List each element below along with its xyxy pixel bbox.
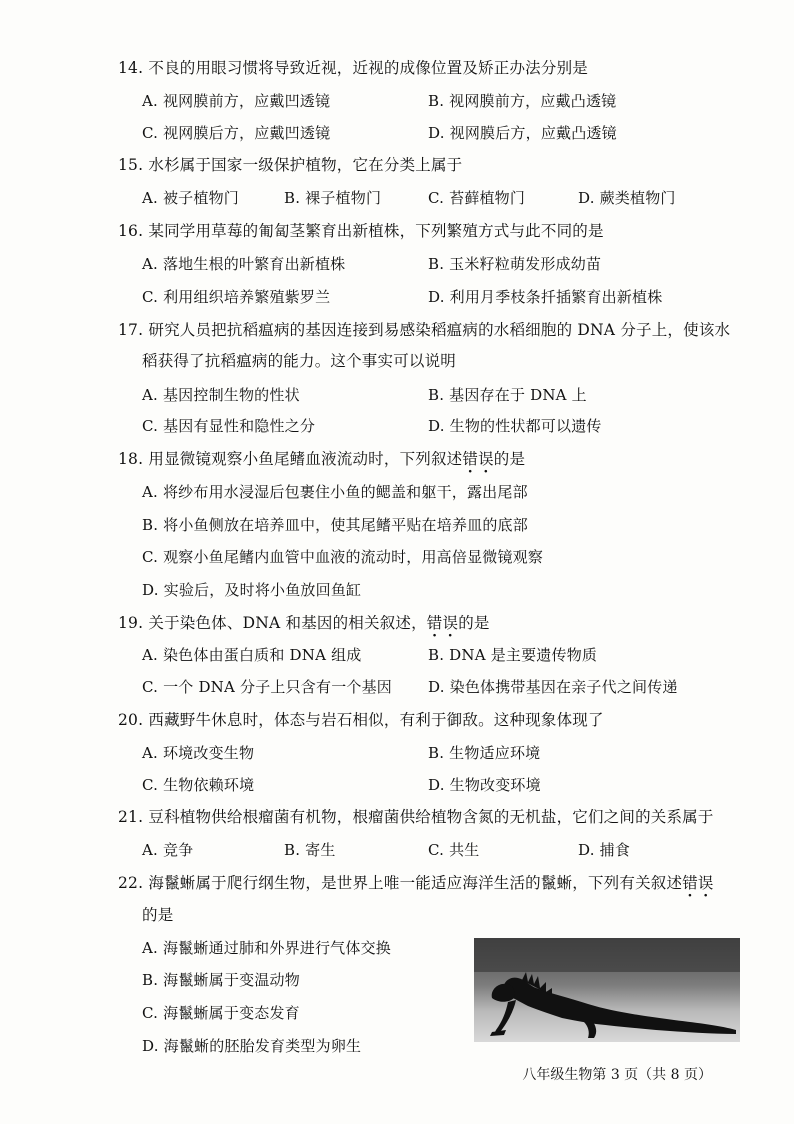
question-22-stem (118, 873, 714, 893)
question-16-stem: 16. 某同学用草莓的匍匐茎繁育出新植株，下列繁殖方式与此不同的是 (118, 222, 604, 240)
q22-option-c: C. 海鬣蜥属于变态发育 (142, 1004, 300, 1022)
q18-option-a: A. 将纱布用水浸湿后包裹住小鱼的鳃盖和躯干，露出尾部 (142, 483, 528, 501)
q22-option-d: D. 海鬣蜥的胚胎发育类型为卵生 (142, 1037, 362, 1055)
q20-option-a: A. 环境改变生物 (142, 744, 255, 762)
q20-option-c: C. 生物依赖环境 (142, 776, 255, 794)
q15-option-c: C. 苔藓植物门 (428, 189, 526, 207)
q19-stem-pre: 19. 关于染色体、DNA 和基因的相关叙述， (118, 614, 427, 632)
q17-option-a: A. 基因控制生物的性状 (142, 386, 300, 404)
q15-option-b: B. 裸子植物门 (284, 189, 382, 207)
q16-option-d: D. 利用月季枝条扦插繁育出新植株 (428, 288, 663, 306)
q18-stem-post: 的是 (493, 450, 526, 468)
question-19-stem (118, 613, 490, 633)
q18-option-c: C. 观察小鱼尾鳍内血管中血液的流动时，用高倍显微镜观察 (142, 548, 544, 566)
q15-option-d: D. 蕨类植物门 (578, 189, 676, 207)
q21-option-a: A. 竞争 (142, 841, 194, 859)
emphasis-char: 误 (697, 874, 714, 892)
question-14-stem: 14. 不良的用眼习惯将导致近视，近视的成像位置及矫正办法分别是 (118, 59, 588, 77)
marine-iguana-photo (474, 938, 740, 1042)
q19-option-d: D. 染色体携带基因在亲子代之间传递 (428, 678, 678, 696)
q17-option-c: C. 基因有显性和隐性之分 (142, 417, 316, 435)
question-18-stem (118, 449, 525, 469)
emphasis-char: 错 (426, 614, 443, 632)
page-footer: 八年级生物第 3 页（共 8 页） (522, 1067, 712, 1083)
emphasis-char: 错 (682, 874, 698, 892)
q19-option-c: C. 一个 DNA 分子上只含有一个基因 (142, 678, 392, 696)
q16-option-c: C. 利用组织培养繁殖紫罗兰 (142, 288, 331, 306)
question-21-stem: 21. 豆科植物供给根瘤菌有机物，根瘤菌供给植物含氮的无机盐，它们之间的关系属于 (118, 808, 714, 826)
q16-option-b: B. 玉米籽粒萌发形成幼苗 (428, 255, 602, 273)
question-20-stem: 20. 西藏野牛休息时，体态与岩石相似，有利于御敌。这种现象体现了 (118, 711, 604, 729)
q18-stem-pre: 18. 用显微镜观察小鱼尾鳍血液流动时，下列叙述 (118, 450, 463, 468)
q17-option-b: B. 基因存在于 DNA 上 (428, 386, 587, 404)
question-15-stem: 15. 水杉属于国家一级保护植物，它在分类上属于 (118, 156, 463, 174)
emphasis-char: 错 (462, 450, 479, 468)
q14-option-c: C. 视网膜后方，应戴凹透镜 (142, 124, 331, 142)
q20-option-d: D. 生物改变环境 (428, 776, 541, 794)
q16-option-a: A. 落地生根的叶繁育出新植株 (142, 255, 346, 273)
emphasis-char: 误 (442, 614, 459, 632)
q22-option-a: A. 海鬣蜥通过肺和外界进行气体交换 (142, 939, 391, 957)
q20-option-b: B. 生物适应环境 (428, 744, 541, 762)
q14-option-b: B. 视网膜前方，应戴凸透镜 (428, 92, 617, 110)
question-17-stem-cont: 稻获得了抗稻瘟病的能力。这个事实可以说明 (142, 352, 457, 370)
q14-option-a: A. 视网膜前方，应戴凹透镜 (142, 92, 331, 110)
q21-option-c: C. 共生 (428, 841, 480, 859)
q22-stem-pre: 22. 海鬣蜥属于爬行纲生物，是世界上唯一能适应海洋生活的鬣蜥，下列有关叙述 (118, 874, 683, 892)
emphasis-char: 误 (478, 450, 494, 468)
q18-option-b: B. 将小鱼侧放在培养皿中，使其尾鳍平贴在培养皿的底部 (142, 516, 528, 534)
q19-option-b: B. DNA 是主要遗传物质 (428, 646, 598, 664)
q19-option-a: A. 染色体由蛋白质和 DNA 组成 (142, 646, 362, 664)
q14-option-d: D. 视网膜后方，应戴凸透镜 (428, 124, 617, 142)
q17-option-d: D. 生物的性状都可以遗传 (428, 417, 602, 435)
question-17-stem: 17. 研究人员把抗稻瘟病的基因连接到易感染稻瘟病的水稻细胞的 DNA 分子上，使该水 (118, 321, 731, 339)
q22-option-b: B. 海鬣蜥属于变温动物 (142, 971, 300, 989)
q21-option-b: B. 寄生 (284, 841, 336, 859)
q21-option-d: D. 捕食 (578, 841, 631, 859)
q15-option-a: A. 被子植物门 (142, 189, 239, 207)
q18-option-d: D. 实验后，及时将小鱼放回鱼缸 (142, 581, 362, 599)
question-22-stem-cont: 的是 (142, 906, 174, 924)
q19-stem-post: 的是 (458, 614, 490, 632)
